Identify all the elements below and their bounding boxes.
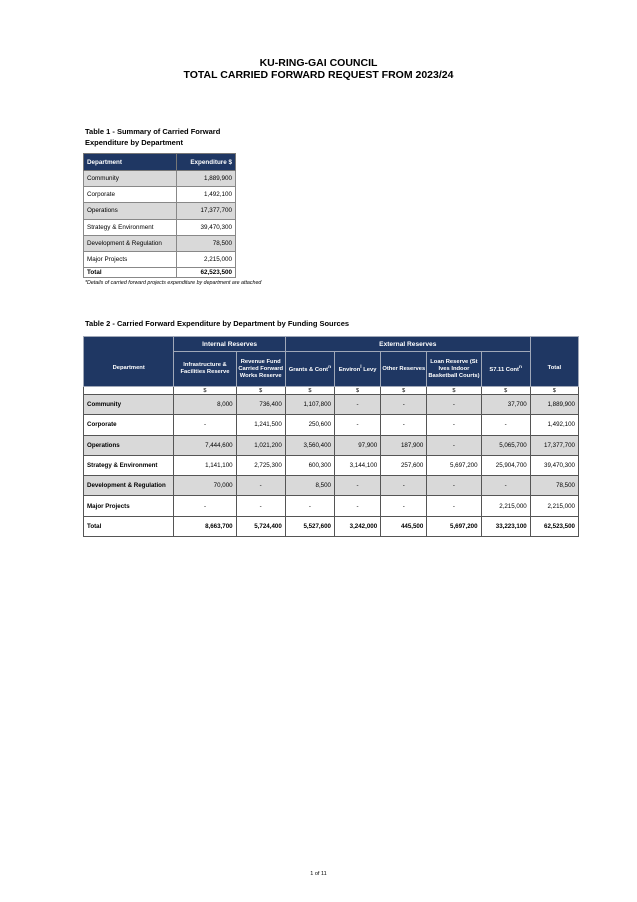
s711-cell: 2,215,000 bbox=[481, 496, 530, 516]
table1-caption-line2: Expenditure by Department bbox=[85, 138, 183, 147]
units-cell: $ bbox=[427, 387, 481, 395]
infra-cell: 8,000 bbox=[174, 395, 236, 415]
s711-cell: 37,700 bbox=[481, 395, 530, 415]
department-cell: Total bbox=[84, 516, 174, 536]
department-cell: Development & Regulation bbox=[84, 476, 174, 496]
units-cell: $ bbox=[236, 387, 285, 395]
infra-cell: 8,663,700 bbox=[174, 516, 236, 536]
group-internal-reserves: Internal Reserves bbox=[174, 337, 285, 352]
table-row bbox=[84, 455, 579, 475]
table-row bbox=[84, 496, 579, 516]
loan-cell: 5,697,200 bbox=[427, 516, 481, 536]
revenue-cell: - bbox=[236, 496, 285, 516]
department-cell: Community bbox=[84, 171, 177, 187]
table-row bbox=[84, 235, 236, 251]
department-cell: Operations bbox=[84, 203, 177, 219]
header-department: Department bbox=[84, 352, 174, 387]
units-cell: $ bbox=[334, 387, 380, 395]
table2-caption: Table 2 - Carried Forward Expenditure by Department by Funding Sources bbox=[85, 319, 350, 328]
header-revenue: Revenue Fund Carried Forward Works Reserve bbox=[236, 352, 285, 387]
department-cell: Corporate bbox=[84, 415, 174, 435]
grants-cell: 250,600 bbox=[285, 415, 334, 435]
total-cell: 39,470,300 bbox=[530, 455, 578, 475]
header-loan: Loan Reserve (St Ives Indoor Basketball Courts) bbox=[427, 352, 481, 387]
expenditure-cell: 2,215,000 bbox=[177, 251, 236, 267]
table-row bbox=[84, 171, 236, 187]
table-row bbox=[84, 435, 579, 455]
header-grants bbox=[285, 352, 334, 387]
units-cell: $ bbox=[285, 387, 334, 395]
loan-cell: - bbox=[427, 496, 481, 516]
total-cell: 1,889,900 bbox=[530, 395, 578, 415]
report-title-line1: KU-RING-GAI COUNCIL bbox=[259, 57, 378, 69]
grants-cell: 5,527,600 bbox=[285, 516, 334, 536]
header-spacer bbox=[530, 337, 578, 352]
header-spacer bbox=[84, 337, 174, 352]
units-cell: $ bbox=[530, 387, 578, 395]
header-environ-tail: Levy bbox=[361, 366, 377, 373]
header-total: Total bbox=[530, 352, 578, 387]
s711-cell: 25,904,700 bbox=[481, 455, 530, 475]
total-cell: 78,500 bbox=[530, 476, 578, 496]
expenditure-cell: 78,500 bbox=[177, 235, 236, 251]
department-cell: Corporate bbox=[84, 187, 177, 203]
department-cell: Operations bbox=[84, 435, 174, 455]
environ-cell: 3,242,000 bbox=[334, 516, 380, 536]
grants-cell: 1,107,800 bbox=[285, 395, 334, 415]
loan-cell: - bbox=[427, 415, 481, 435]
department-cell: Development & Regulation bbox=[84, 235, 177, 251]
other-cell: 445,500 bbox=[381, 516, 427, 536]
units-row bbox=[84, 387, 579, 395]
header-infra: Infrastructure & Facilities Reserve bbox=[174, 352, 236, 387]
header-other: Other Reserves bbox=[381, 352, 427, 387]
table1-caption bbox=[85, 126, 245, 148]
total-row bbox=[84, 268, 236, 278]
units-cell bbox=[84, 387, 174, 395]
report-title-line2: TOTAL CARRIED FORWARD REQUEST FROM 2023/24 bbox=[183, 69, 454, 81]
total-label: Total bbox=[84, 268, 177, 278]
header-environ bbox=[334, 352, 380, 387]
expenditure-cell: 1,889,900 bbox=[177, 171, 236, 187]
header-grants-sup: n bbox=[328, 365, 332, 371]
header-environ-text: Environ bbox=[338, 366, 361, 373]
revenue-cell: 1,241,500 bbox=[236, 415, 285, 435]
group-external-reserves: External Reserves bbox=[285, 337, 530, 352]
infra-cell: - bbox=[174, 415, 236, 435]
summary-table bbox=[83, 153, 236, 278]
table1-header-expenditure: Expenditure $ bbox=[177, 154, 236, 171]
units-cell: $ bbox=[481, 387, 530, 395]
loan-cell: - bbox=[427, 476, 481, 496]
revenue-cell: 5,724,400 bbox=[236, 516, 285, 536]
total-cell: 62,523,500 bbox=[530, 516, 578, 536]
total-cell: 2,215,000 bbox=[530, 496, 578, 516]
revenue-cell: 736,400 bbox=[236, 395, 285, 415]
s711-cell: 33,223,100 bbox=[481, 516, 530, 536]
s711-cell: - bbox=[481, 476, 530, 496]
loan-cell: - bbox=[427, 395, 481, 415]
infra-cell: 7,444,600 bbox=[174, 435, 236, 455]
table1-caption-line1: Table 1 - Summary of Carried Forward bbox=[85, 127, 221, 136]
department-cell: Major Projects bbox=[84, 496, 174, 516]
department-cell: Strategy & Environment bbox=[84, 219, 177, 235]
environ-cell: - bbox=[334, 476, 380, 496]
grants-cell: - bbox=[285, 496, 334, 516]
header-s711 bbox=[481, 352, 530, 387]
other-cell: - bbox=[381, 415, 427, 435]
department-cell: Major Projects bbox=[84, 251, 177, 267]
s711-cell: - bbox=[481, 415, 530, 435]
infra-cell: - bbox=[174, 496, 236, 516]
total-row bbox=[84, 516, 579, 536]
grants-cell: 8,500 bbox=[285, 476, 334, 496]
expenditure-cell: 17,377,700 bbox=[177, 203, 236, 219]
table-row bbox=[84, 415, 579, 435]
table-row bbox=[84, 203, 236, 219]
revenue-cell: 2,725,300 bbox=[236, 455, 285, 475]
header-s711-sup: n bbox=[518, 365, 522, 371]
total-cell: 17,377,700 bbox=[530, 435, 578, 455]
table-row bbox=[84, 395, 579, 415]
other-cell: - bbox=[381, 395, 427, 415]
header-s711-text: S7.11 Cont bbox=[489, 366, 519, 373]
environ-cell: 3,144,100 bbox=[334, 455, 380, 475]
page-number: 1 of 11 bbox=[310, 871, 327, 877]
revenue-cell: 1,021,200 bbox=[236, 435, 285, 455]
loan-cell: - bbox=[427, 435, 481, 455]
header-grants-text: Grants & Cont bbox=[288, 366, 329, 373]
environ-cell: 97,900 bbox=[334, 435, 380, 455]
total-value: 62,523,500 bbox=[177, 268, 236, 278]
other-cell: - bbox=[381, 496, 427, 516]
table-row bbox=[84, 187, 236, 203]
environ-cell: - bbox=[334, 395, 380, 415]
expenditure-cell: 1,492,100 bbox=[177, 187, 236, 203]
header-environ-sup: l bbox=[360, 365, 362, 371]
units-cell: $ bbox=[381, 387, 427, 395]
department-cell: Community bbox=[84, 395, 174, 415]
table1-header-department: Department bbox=[84, 154, 177, 171]
infra-cell: 1,141,100 bbox=[174, 455, 236, 475]
grants-cell: 600,300 bbox=[285, 455, 334, 475]
other-cell: 257,600 bbox=[381, 455, 427, 475]
table1-note: *Details of carried forward projects expenditure by department are attached bbox=[85, 280, 262, 286]
total-cell: 1,492,100 bbox=[530, 415, 578, 435]
environ-cell: - bbox=[334, 415, 380, 435]
environ-cell: - bbox=[334, 496, 380, 516]
grants-cell: 3,560,400 bbox=[285, 435, 334, 455]
department-cell: Strategy & Environment bbox=[84, 455, 174, 475]
other-cell: - bbox=[381, 476, 427, 496]
units-cell: $ bbox=[174, 387, 236, 395]
s711-cell: 5,065,700 bbox=[481, 435, 530, 455]
revenue-cell: - bbox=[236, 476, 285, 496]
table-row bbox=[84, 476, 579, 496]
table-row bbox=[84, 251, 236, 267]
infra-cell: 70,000 bbox=[174, 476, 236, 496]
table-row bbox=[84, 219, 236, 235]
expenditure-cell: 39,470,300 bbox=[177, 219, 236, 235]
other-cell: 187,900 bbox=[381, 435, 427, 455]
funding-sources-table bbox=[83, 336, 579, 537]
loan-cell: 5,697,200 bbox=[427, 455, 481, 475]
